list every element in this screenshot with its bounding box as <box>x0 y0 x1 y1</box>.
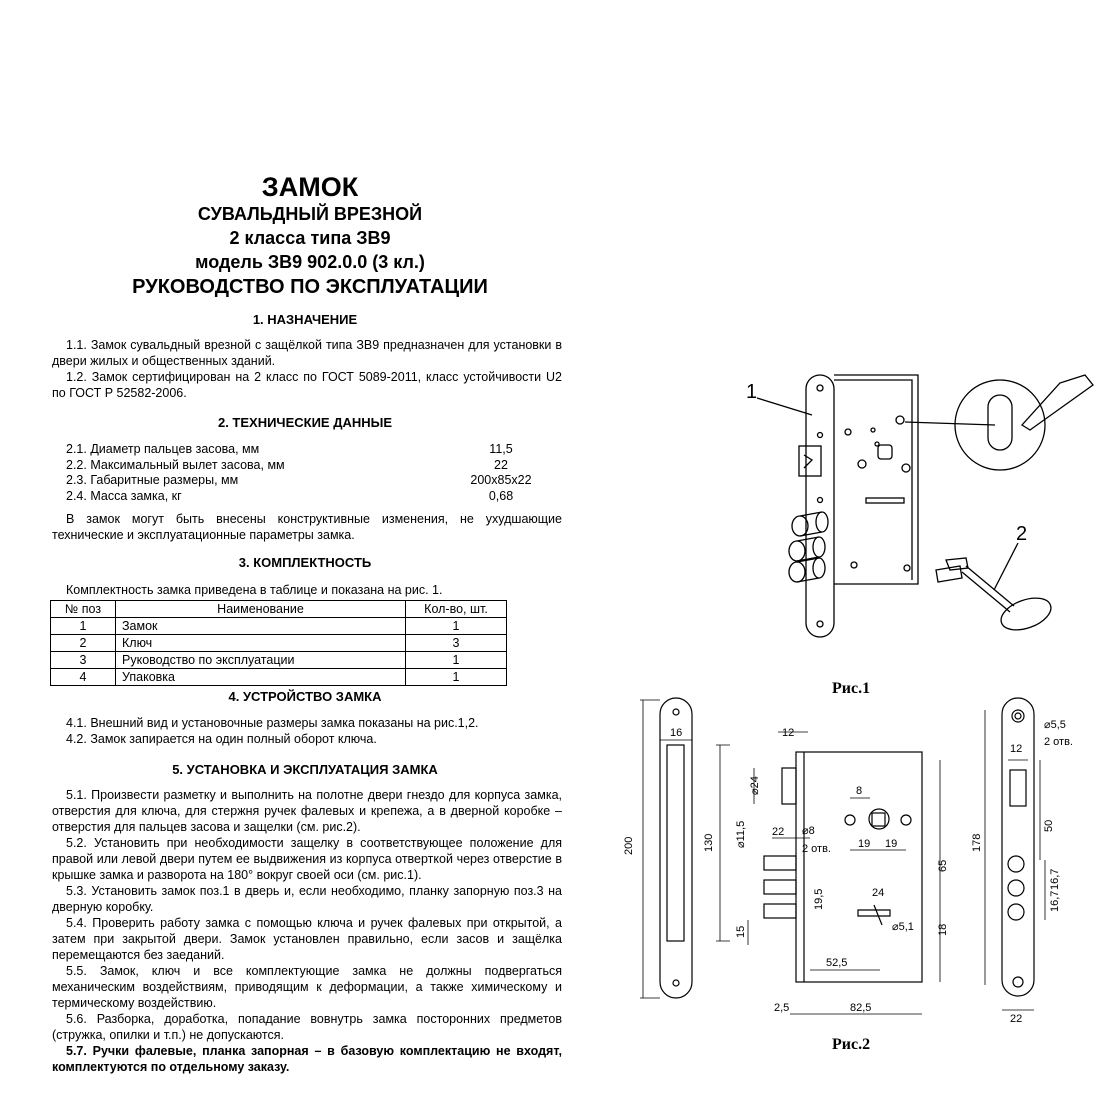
table-row <box>51 669 507 686</box>
completeness-table <box>50 600 507 686</box>
dim-50: 50 <box>1043 819 1055 832</box>
spec-list <box>66 442 546 504</box>
table-row <box>51 635 507 652</box>
callout-1: 1 <box>746 381 758 403</box>
section-3-heading: 3. КОМПЛЕКТНОСТЬ <box>238 555 372 570</box>
table-cell: 1 <box>406 618 507 635</box>
dim-19-5: 19,5 <box>813 888 825 910</box>
para-5-4: 5.4. Проверить работу замка с помощью ключа и ручек фалевых при открытой, а затем при закрытой двери. Замок установлен правильно, если засов и защёлка перемещаются без заеданий. <box>52 916 562 962</box>
title-line-5: РУКОВОДСТВО ПО ЭКСПЛУАТАЦИИ <box>132 276 488 298</box>
table-cell: Ключ <box>116 635 406 652</box>
figure-1-caption: Рис.1 <box>832 680 871 697</box>
spec-label: 2.4. Масса замка, кг <box>66 488 182 503</box>
table-cell: Замок <box>116 618 406 635</box>
table-cell: 1 <box>406 669 507 686</box>
dim-16-7-b: 16,7 <box>1049 890 1061 912</box>
spec-label: 2.3. Габаритные размеры, мм <box>66 473 239 487</box>
table-row <box>51 618 507 635</box>
figure-2-caption: Рис.2 <box>832 1036 871 1053</box>
dim-200: 200 <box>623 836 635 855</box>
para-5-7: 5.7. Ручки фалевые, планка запорная – в базовую комплектацию не входят, комплектуются по отдельному заказу. <box>52 1044 562 1074</box>
section-1-heading: 1. НАЗНАЧЕНИЕ <box>252 312 358 327</box>
para-1-1: 1.1. Замок сувальдный врезной с защёлкой типа ЗВ9 предназначен для установки в двери жилых и общественных зданий. <box>52 338 562 368</box>
magnifier-circle <box>955 380 1045 470</box>
section-2-heading: 2. ТЕХНИЧЕСКИЕ ДАННЫЕ <box>217 415 393 430</box>
table-cell: 4 <box>51 669 116 686</box>
para-5-5: 5.5. Замок, ключ и все комплектующие замка не должны подвергаться механическим воздействиям, приводящим к деформации, а также химическому и термическому воздействию. <box>52 964 562 1010</box>
dim-2-holes: 2 отв. <box>802 843 831 855</box>
table-cell: Руководство по эксплуатации <box>116 652 406 669</box>
title-line-2: СУВАЛЬДНЫЙ ВРЕЗНОЙ <box>197 204 423 224</box>
para-1-2: 1.2. Замок сертифицирован на 2 класс по ГОСТ 5089-2011, класс устойчивости U2 по ГОСТ Р 52582-2006. <box>52 370 562 400</box>
spec-label: 2.1. Диаметр пальцев засова, мм <box>66 442 260 456</box>
dim-22-b: 22 <box>1010 1013 1023 1025</box>
callout-2: 2 <box>1016 523 1028 545</box>
dim-24: 24 <box>872 887 885 899</box>
dim-d24: ⌀24 <box>749 776 761 795</box>
section-4-text <box>52 715 562 747</box>
lock-body-section <box>796 752 922 982</box>
title-line-3: 2 класса типа ЗВ9 <box>229 228 391 248</box>
table-intro: Комплектность замка приведена в таблице и показана на рис. 1. <box>66 583 443 597</box>
table-header-cell: № поз <box>51 601 116 618</box>
table-header-cell: Кол-во, шт. <box>406 601 507 618</box>
para-5-6: 5.6. Разборка, доработка, попадание вовнутрь замка посторонних предметов (стружка, опилки и т.п.) не допускаются. <box>52 1012 562 1042</box>
dim-82-5: 82,5 <box>850 1002 872 1014</box>
spec-note: В замок могут быть внесены конструктивные изменения, не ухудшающие технические и эксплуатационные параметры замка. <box>52 512 562 542</box>
spec-row <box>66 442 546 458</box>
dim-d5-1: ⌀5,1 <box>892 921 914 933</box>
spec-value: 0,68 <box>488 488 514 503</box>
front-plate-right <box>1002 698 1034 996</box>
table-cell: 3 <box>51 652 116 669</box>
dim-15: 15 <box>735 925 747 938</box>
para-5-3: 5.3. Установить замок поз.1 в дверь и, если необходимо, планку запорную поз.3 на дверную коробку. <box>52 884 562 914</box>
table-cell: 2 <box>51 635 116 652</box>
title-line-4: модель ЗВ9 902.0.0 (3 кл.) <box>195 252 425 272</box>
dim-d8-hole: ⌀8 <box>802 825 815 837</box>
dim-2-holes-right: 2 отв. <box>1044 736 1073 748</box>
table-header-cell: Наименование <box>116 601 406 618</box>
spec-value: 11,5 <box>489 442 513 456</box>
para-4-1: 4.1. Внешний вид и установочные размеры замка показаны на рис.1,2. <box>66 716 479 730</box>
dim-178: 178 <box>971 833 983 852</box>
table-cell: Упаковка <box>116 669 406 686</box>
dim-2-5: 2,5 <box>774 1002 790 1014</box>
table-row <box>51 652 507 669</box>
para-5-1: 5.1. Произвести разметку и выполнить на полотне двери гнездо для корпуса замка, отверстия для ключа, для стержня ручек фалевых и крепежа, а в дверной коробке – отверстия для пальцев засова и защелки (см. рис.2). <box>52 788 562 834</box>
front-plate-left <box>660 698 692 998</box>
dim-16-7-a: 16,7 <box>1049 868 1061 890</box>
table-cell: 3 <box>406 635 507 652</box>
para-5-2: 5.2. Установить при необходимости защелку в соответствующее положение для правой или левой двери путем ее выдвижения из корпуса отверткой через отверстие в крышке замка и разворота на 180° вокруг своей оси (см. рис.1). <box>52 836 562 882</box>
title-line-1: ЗАМОК <box>261 172 359 202</box>
spec-value: 22 <box>494 457 508 472</box>
dim-65: 65 <box>937 859 949 872</box>
dim-130: 130 <box>703 833 715 852</box>
spec-row <box>66 458 546 474</box>
section-5-text <box>52 787 562 1075</box>
dim-19-a: 19 <box>858 838 871 850</box>
lock-body <box>834 375 918 584</box>
lock-faceplate <box>806 375 834 637</box>
table-header-row <box>51 601 507 618</box>
section-2-note <box>52 511 562 543</box>
dim-16: 16 <box>670 727 683 739</box>
table-cell: 1 <box>406 652 507 669</box>
dim-22: 22 <box>772 826 785 838</box>
spec-value: 200x85x22 <box>470 473 532 487</box>
key-bit <box>936 558 968 582</box>
spec-row <box>66 489 546 505</box>
section-4-heading: 4. УСТРОЙСТВО ЗАМКА <box>228 689 382 704</box>
para-4-2: 4.2. Замок запирается на один полный оборот ключа. <box>66 732 377 746</box>
key-bow <box>997 592 1055 636</box>
section-3-intro <box>52 582 562 598</box>
dim-d11-5: ⌀11,5 <box>735 820 747 848</box>
dim-19-b: 19 <box>885 838 898 850</box>
dim-d5-5: ⌀5,5 <box>1044 719 1066 731</box>
dim-12-b: 12 <box>1010 743 1023 755</box>
section-1-text <box>52 337 562 401</box>
spec-label: 2.2. Максимальный вылет засова, мм <box>66 457 285 472</box>
spec-row <box>66 473 546 489</box>
dim-52-5: 52,5 <box>826 957 848 969</box>
table-cell: 1 <box>51 618 116 635</box>
dim-8: 8 <box>856 785 863 797</box>
dim-12-a: 12 <box>782 727 795 739</box>
dim-18: 18 <box>937 923 949 936</box>
section-5-heading: 5. УСТАНОВКА И ЭКСПЛУАТАЦИЯ ЗАМКА <box>172 762 438 777</box>
document-title <box>60 172 560 300</box>
